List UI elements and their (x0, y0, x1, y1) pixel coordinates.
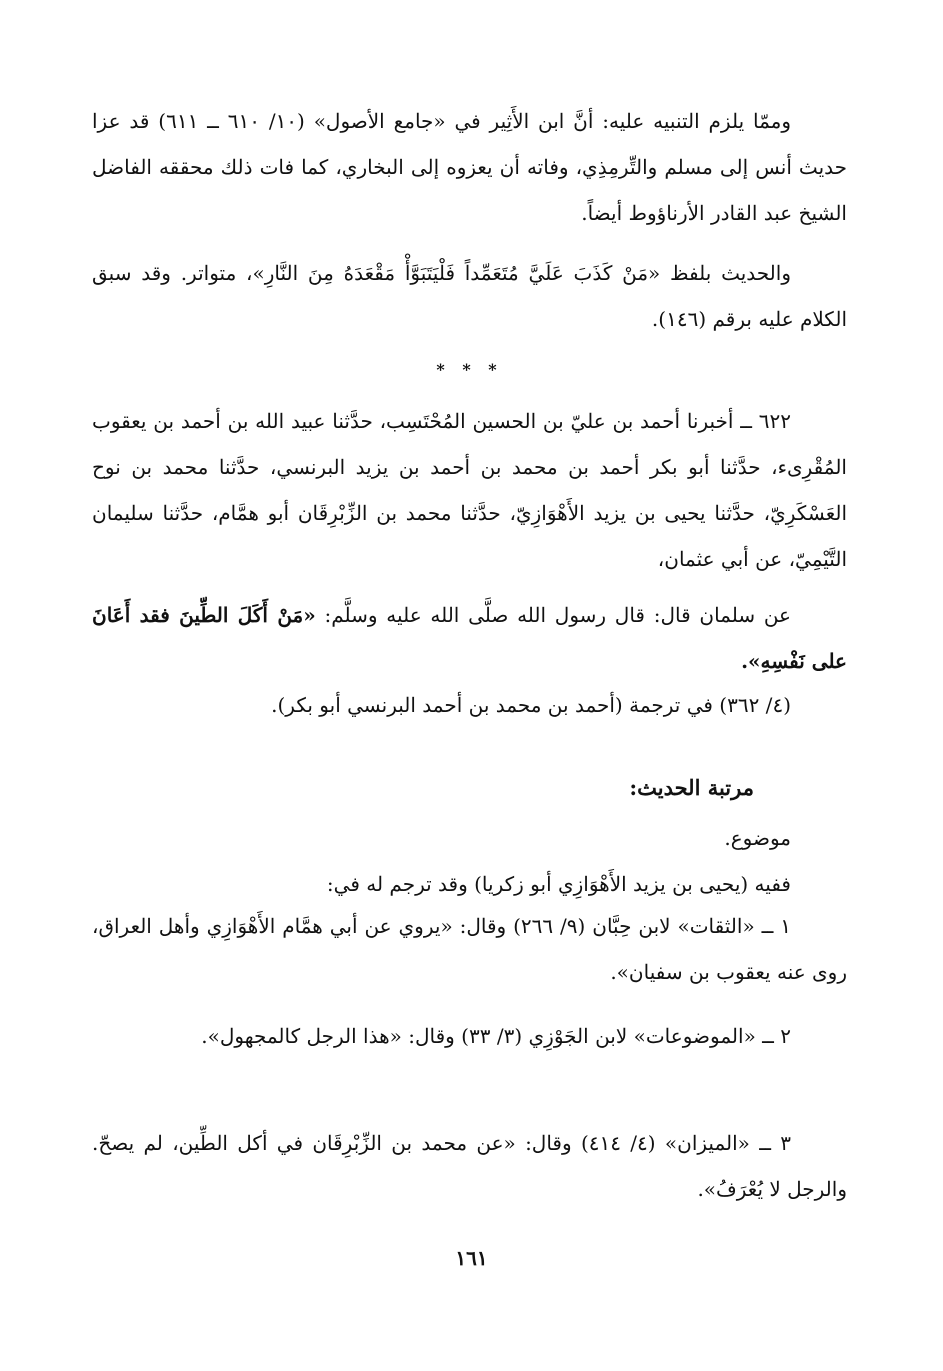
hadith-matn-paragraph (92, 592, 847, 684)
rank-intro: ففيه (يحيى بن يزيد الأَهْوَازِي أبو زكريا) وقد ترجم له في: (326, 872, 791, 896)
paragraph-text: وممّا يلزم التنبيه عليه: أنَّ ابن الأَثِير في «جامع الأصول» (١٠/ ٦١٠ ــ ٦١١) قد عزا حديث أنس إلى مسلم والتِّرمِذِي، وفاته أن يعزوه إلى البخاري، كما فات ذلك محققه الفاضل الشيخ عبد القادر الأرناؤوط أيضاً. (92, 109, 847, 225)
page-number: ١٦١ (455, 1246, 488, 1270)
source-item-text: ٣ ــ «الميزان» (٤/ ٤١٤) وقال: «عن محمد بن الزِّبْرِقَان في أكل الطِّين، لم يصحّ. والرجل لا يُعْرَفُ». (92, 1131, 847, 1201)
section-separator: * * * (436, 360, 503, 379)
rank-heading: مرتبة الحديث: (629, 775, 754, 800)
source-item-1 (92, 903, 847, 995)
hadith-isnad (92, 398, 847, 582)
reference-text: (٤/ ٣٦٢) في ترجمة (أحمد بن محمد بن أحمد البرنسي أبو بكر). (271, 693, 791, 717)
rank-verdict-block (92, 815, 847, 907)
hadith-text: ٦٢٢ ــ أخبرنا أحمد بن عليّ بن الحسين المُحْتَسِب، حدَّثنا عبيد الله بن أحمد بن يعقوب المُقْرِىء، حدَّثنا أبو بكر أحمد بن محمد بن أحمد بن يزيد البرنسي، حدَّثنا محمد بن نوح العَسْكَرِيّ، حدَّثنا يحيى بن يزيد الأَهْوَازِيّ، حدَّثنا محمد بن الزِّبْرِقَان أبو همَّام، حدَّثنا سليمان التَّيْمِيّ، عن أبي عثمان، (92, 409, 847, 571)
sanad-prefix: عن سلمان قال: قال رسول الله صلَّى الله عليه وسلَّم: (315, 603, 791, 627)
paragraph-text: والحديث بلفظ «مَنْ كَذَبَ عَلَيَّ مُتَعَمِّداً فَلْيَتَبَوَّأْ مَقْعَدَهُ مِنَ النَّارِ»، متواتر. وقد سبق الكلام عليه برقم (١٤٦). (92, 261, 847, 331)
source-item-text: ١ ــ «الثقات» لابن حِبَّان (٩/ ٢٦٦) وقال: «يروي عن أبي همَّام الأَهْوَازِي وأهل العراق، روى عنه يعقوب بن سفيان». (92, 914, 847, 984)
rank-verdict: موضوع. (724, 826, 791, 850)
paragraph-mutawatir-note (92, 250, 847, 342)
source-item-text: ٢ ــ «الموضوعات» لابن الجَوْزِي (٣/ ٣٣) وقال: «هذا الرجل كالمجهول». (201, 1024, 791, 1048)
source-item-3 (92, 1120, 847, 1212)
hadith-matn: «مَنْ أَكَلَ الطِّينَ فقد أَعَانَ على نَفْسِهِ». (92, 603, 847, 673)
source-item-2 (92, 1013, 847, 1059)
paragraph-ibn-athir-note (92, 98, 847, 236)
hadith-matn-block (92, 592, 847, 684)
hadith-reference (92, 682, 847, 728)
